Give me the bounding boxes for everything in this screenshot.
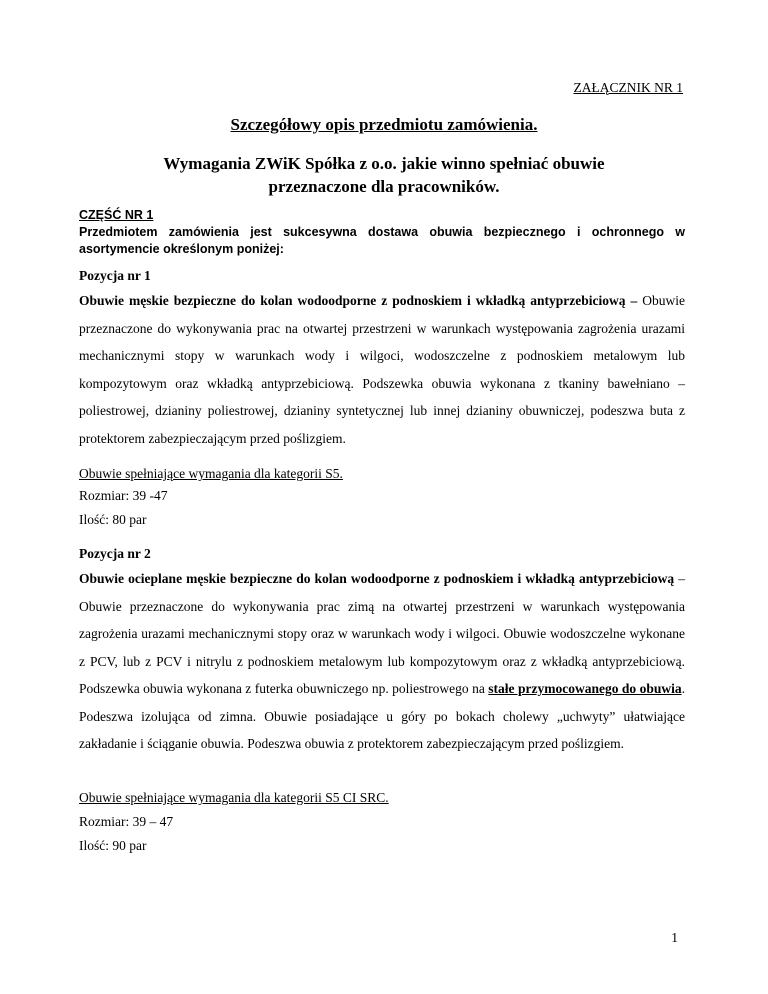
- position-2-paragraph: [79, 565, 685, 758]
- position-2-description-emphasis: stałe przymocowanego do obuwia: [488, 681, 682, 696]
- position-1-quantity: Ilość: 80 par: [79, 512, 147, 527]
- intro-paragraph: Przedmiotem zamówienia jest sukcesywna dostawa obuwia bezpiecznego i ochronnego w asortymencie określonym poniżej:: [79, 225, 685, 256]
- document-title: Szczegółowy opis przedmiotu zamówienia.: [230, 115, 538, 134]
- part-heading: CZĘŚĆ NR 1: [79, 208, 154, 222]
- position-2-category: Obuwie spełniające wymagania dla kategorii S5 CI SRC.: [79, 790, 389, 805]
- position-2-size: Rozmiar: 39 – 47: [79, 814, 174, 829]
- position-2-heading: Pozycja nr 2: [79, 546, 151, 561]
- position-1-category: Obuwie spełniające wymagania dla kategorii S5.: [79, 466, 343, 481]
- position-2-description-part2: . Podeszwa izolująca od zimna. Obuwie posiadające u góry po bokach cholewy „uchwyty” ułatwiające zakładanie i ściąganie obuwia. Podeszwa obuwia z protektorem zabezpieczającym przed poślizgiem.: [79, 681, 685, 751]
- document-subtitle: Wymagania ZWiK Spółka z o.o. jakie winno spełniać obuwie przeznaczone dla pracowników.: [163, 154, 605, 196]
- position-1-size: Rozmiar: 39 -47: [79, 488, 168, 503]
- position-1-paragraph: [79, 287, 685, 452]
- position-2-description-part1: – Obuwie przeznaczone do wykonywania prac zimą na otwartej przestrzeni w warunkach występowania zagrożenia urazami mechanicznymi stopy oraz w warunkach wody i wilgoci. Obuwie wodoszczelne wykonane z PCV, lub z PCV i nitrylu z podnoskiem metalowym lub kompozytowym oraz z wkładką antyprzebiciową. Podszewka obuwia wykonana z futerka obuwniczego np. poliestrowego na: [79, 571, 685, 696]
- page-number: 1: [671, 930, 678, 945]
- position-1-heading: Pozycja nr 1: [79, 268, 151, 283]
- annex-label: ZAŁĄCZNIK NR 1: [573, 80, 683, 95]
- position-2-quantity: Ilość: 90 par: [79, 838, 147, 853]
- position-2-name: Obuwie ocieplane męskie bezpieczne do kolan wodoodporne z podnoskiem i wkładką antyprzebiciową: [79, 571, 675, 586]
- position-1-description: Obuwie przeznaczone do wykonywania prac na otwartej przestrzeni w warunkach występowania zagrożenia urazami mechanicznymi stopy w warunkach wody i wilgoci, wodoszczelne z podnoskiem metalowym lub kompozytowym oraz wkładką antyprzebiciową. Podszewka obuwia wykonana z tkaniny bawełniano – poliestrowej, dzianiny poliestrowej, dzianiny syntetycznej lub innej dzianiny obuwniczej, podeszwa buta z protektorem zabezpieczającym przed poślizgiem.: [79, 293, 686, 446]
- position-1-name: Obuwie męskie bezpieczne do kolan wodoodporne z podnoskiem i wkładką antyprzebiciową –: [79, 293, 638, 308]
